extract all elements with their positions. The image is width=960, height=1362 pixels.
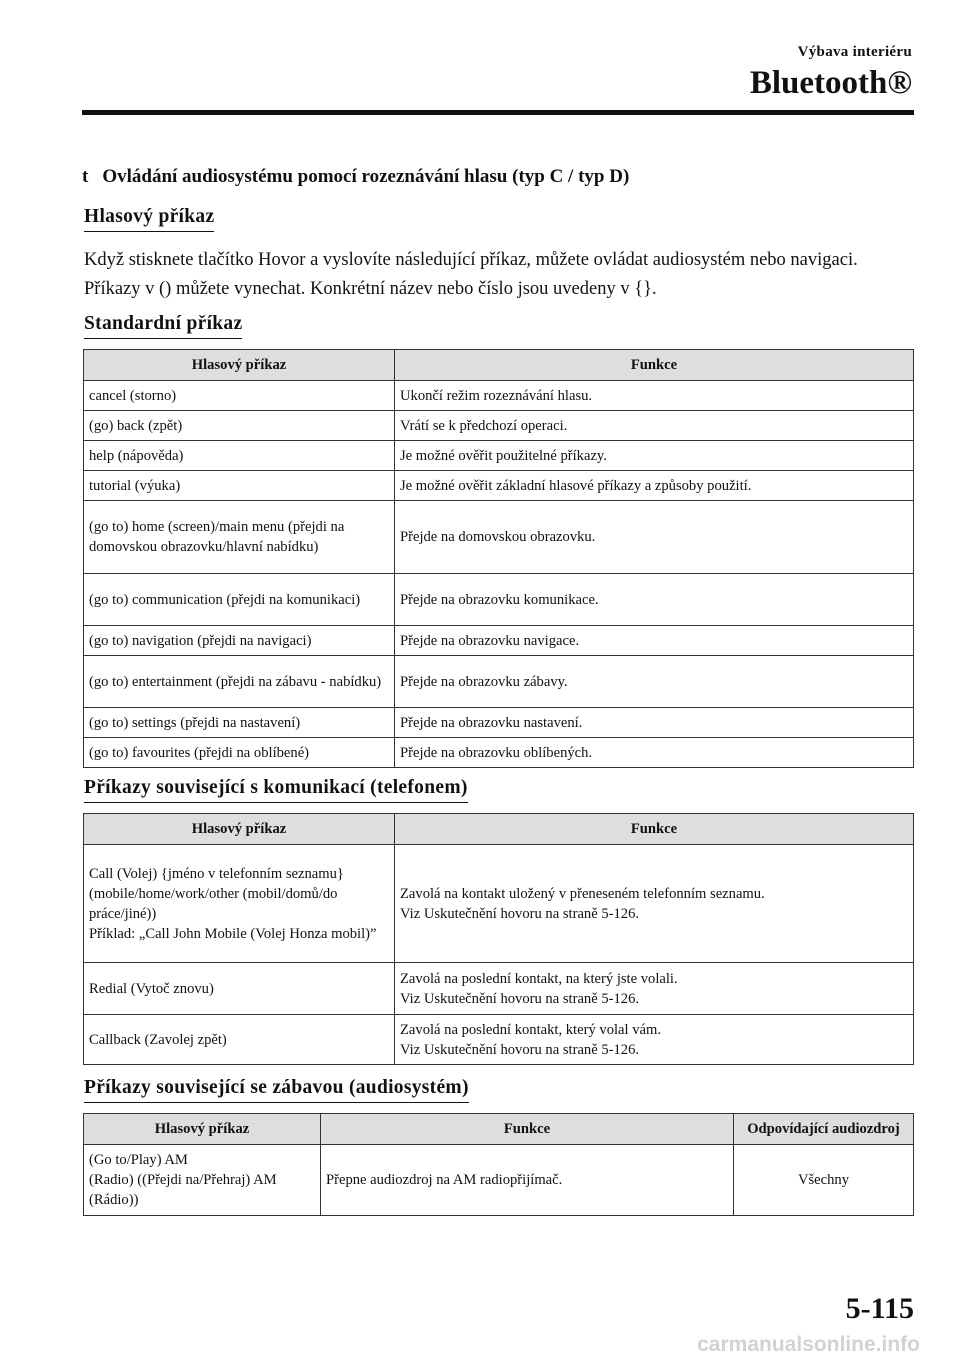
phone-command-heading: Příkazy související s komunikací (telefonem) [84,777,468,803]
table-row [84,626,914,656]
voice-command-cell: (go) back (zpět) [84,411,395,441]
section-title [82,166,629,188]
column-header: Hlasový příkaz [84,1114,321,1145]
chapter-subtitle: Výbava interiéru [797,44,912,60]
function-cell: Vrátí se k předchozí operaci. [395,411,914,441]
table-row [84,1015,914,1065]
voice-command-cell: (go to) home (screen)/main menu (přejdi na domovskou obrazovku/hlavní nabídku) [84,501,395,574]
column-header: Hlasový příkaz [84,814,395,845]
column-header: Odpovídající audiozdroj [734,1114,914,1145]
table-row [84,656,914,708]
page-header [750,44,912,101]
audio-source-cell: Všechny [734,1145,914,1216]
voice-command-cell: Call (Volej) {jméno v telefonním seznamu} (mobile/home/work/other (mobil/domů/do práce/jiné)) Příklad: „Call John Mobile (Volej Honza mobil)” [84,845,395,963]
function-cell: Přejde na obrazovku navigace. [395,626,914,656]
column-header: Funkce [395,814,914,845]
voice-command-cell: tutorial (výuka) [84,471,395,501]
column-header: Funkce [321,1114,734,1145]
function-cell: Přepne audiozdroj na AM radiopřijímač. [321,1145,734,1216]
table-row [84,471,914,501]
table-row [84,411,914,441]
voice-command-cell: Callback (Zavolej zpět) [84,1015,395,1065]
column-header: Funkce [395,350,914,381]
table-row [84,708,914,738]
function-cell: Přejde na domovskou obrazovku. [395,501,914,574]
table-row [84,1145,914,1216]
voice-command-heading: Hlasový příkaz [84,206,214,232]
voice-command-cell: help (nápověda) [84,441,395,471]
voice-command-cell: (Go to/Play) AM (Radio) ((Přejdi na/Přehraj) AM (Rádio)) [84,1145,321,1216]
function-cell: Zavolá na poslední kontakt, který volal vám. Viz Uskutečnění hovoru na straně 5-126. [395,1015,914,1065]
table-row [84,845,914,963]
page-number: 5-115 [845,1292,914,1325]
function-cell: Přejde na obrazovku oblíbených. [395,738,914,768]
voice-command-cell: (go to) communication (přejdi na komunikaci) [84,574,395,626]
standard-command-table [83,349,914,768]
header-divider [82,110,914,115]
table-row [84,441,914,471]
table-row [84,738,914,768]
table-row [84,574,914,626]
function-cell: Přejde na obrazovku zábavy. [395,656,914,708]
function-cell: Zavolá na kontakt uložený v přeneseném telefonním seznamu. Viz Uskutečnění hovoru na straně 5-126. [395,845,914,963]
section-title-text: Ovládání audiosystému pomocí rozeznávání hlasu (typ C / typ D) [102,166,630,187]
standard-command-heading: Standardní příkaz [84,313,242,339]
column-header: Hlasový příkaz [84,350,395,381]
section-bullet-icon: t [82,166,89,187]
voice-command-cell: (go to) favourites (přejdi na oblíbené) [84,738,395,768]
chapter-title: Bluetooth® [749,65,912,101]
function-cell: Zavolá na poslední kontakt, na který jste volali. Viz Uskutečnění hovoru na straně 5-126. [395,963,914,1015]
function-cell: Ukončí režim rozeznávání hlasu. [395,381,914,411]
watermark: carmanualsonline.info [697,1333,920,1356]
function-cell: Je možné ověřit základní hlasové příkazy a způsoby použití. [395,471,914,501]
voice-command-cell: (go to) settings (přejdi na nastavení) [84,708,395,738]
voice-command-cell: (go to) navigation (přejdi na navigaci) [84,626,395,656]
audio-command-heading: Příkazy související se zábavou (audiosystém) [84,1077,469,1103]
function-cell: Přejde na obrazovku nastavení. [395,708,914,738]
function-cell: Je možné ověřit použitelné příkazy. [395,441,914,471]
voice-command-cell: cancel (storno) [84,381,395,411]
audio-command-table [83,1113,914,1216]
intro-paragraph: Když stisknete tlačítko Hovor a vyslovíte následující příkaz, můžete ovládat audiosystém nebo navigaci. Příkazy v () můžete vynechat. Konkrétní název nebo číslo jsou uvedeny v {}. [84,250,858,299]
voice-command-cell: (go to) entertainment (přejdi na zábavu - nabídku) [84,656,395,708]
function-cell: Přejde na obrazovku komunikace. [395,574,914,626]
phone-command-table [83,813,914,1065]
table-row [84,963,914,1015]
table-row [84,501,914,574]
table-row [84,381,914,411]
voice-command-cell: Redial (Vytoč znovu) [84,963,395,1015]
